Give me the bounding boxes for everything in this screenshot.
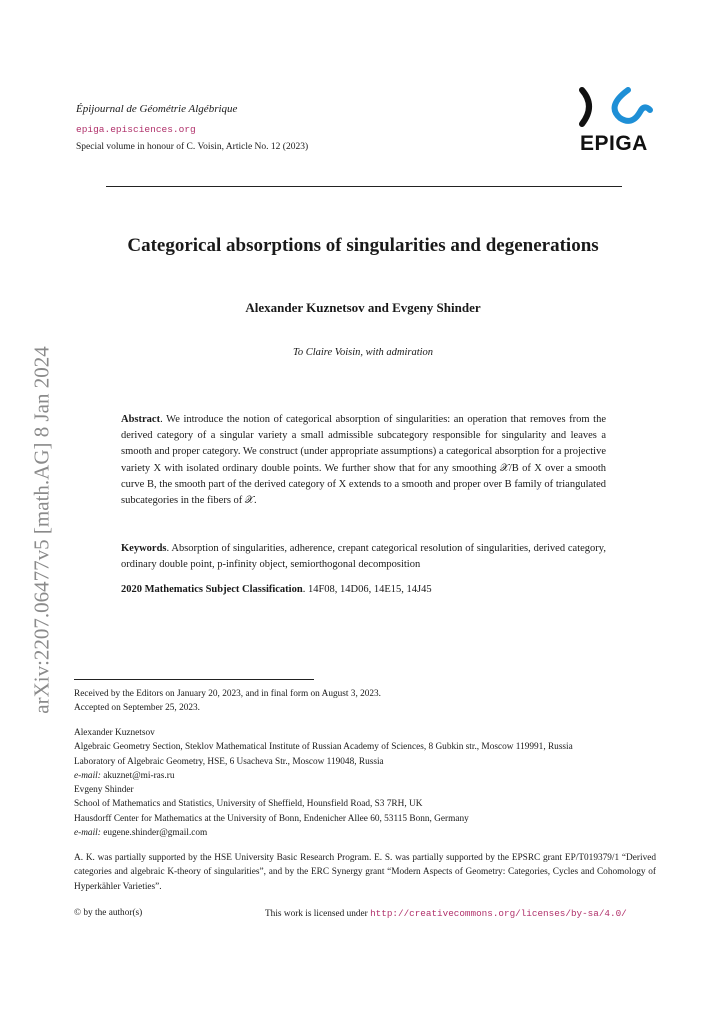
msc-codes: . 14F08, 14D06, 14E15, 14J45 <box>302 584 432 595</box>
author2-email-line <box>74 826 656 840</box>
author2-affiliation: School of Mathematics and Statistics, University of Sheffield, Hounsfield Road, S3 7RH, UK <box>74 799 423 810</box>
author1-affiliation: Algebraic Geometry Section, Steklov Mathematical Institute of Russian Academy of Sciences, 8 Gubkin str., Moscow 119991, Russia <box>74 742 573 753</box>
epiga-logo <box>578 84 660 156</box>
msc-section <box>121 582 606 598</box>
paper-authors: Alexander Kuznetsov and Evgeny Shinder <box>245 300 481 315</box>
special-volume-note: Special volume in honour of C. Voisin, Article No. 12 (2023) <box>76 142 309 152</box>
accepted-date: Accepted on September 25, 2023. <box>74 703 200 714</box>
keywords-section <box>121 541 606 573</box>
logo-wordmark: EPIGA <box>580 132 648 155</box>
journal-url-link[interactable]: epiga.episciences.org <box>76 124 196 135</box>
author-affiliations <box>74 726 656 840</box>
email-label: e-mail: <box>74 770 101 781</box>
license-url-link[interactable]: http://creativecommons.org/licenses/by-sa/4.0/ <box>370 908 627 919</box>
paper-title: Categorical absorptions of singularities and degenerations <box>127 235 599 256</box>
license-text: This work is licensed under <box>265 909 371 919</box>
abstract-label: Abstract <box>121 414 161 425</box>
keywords-text: . Absorption of singularities, adherence, crepant categorical resolution of singularities, derived category, ordinary double point, p-infinity object, semiorthogonal decomposition <box>121 543 606 571</box>
author1-affiliation: Laboratory of Algebraic Geometry, HSE, 6 Usacheva Str., Moscow 119048, Russia <box>74 756 384 767</box>
author1-email-line <box>74 769 656 783</box>
author2-affiliation: Hausdorff Center for Mathematics at the University of Bonn, Endenicher Allee 60, 53115 Bonn, Germany <box>74 813 469 824</box>
abstract-text: . We introduce the notion of categorical absorption of singularities: an operation that removes from the derived category of a singular variety a small admissible subcategory responsible for singularity and leaves a smooth and proper category. We construct (under appropriate assumptions) a categorical absorption for a projective variety X with isolated ordinary double points. We further show that for any smoothing 𝒳/B of X over a smooth curve B, the smooth part of the derived category of X extends to a smooth and proper over B family of triangulated subcategories in the fibers of 𝒳. <box>121 414 606 507</box>
author2-name: Evgeny Shinder <box>74 785 134 796</box>
arxiv-stamp-text: arXiv:2207.06477v5 [math.AG] 8 Jan 2024 <box>29 346 54 714</box>
epiga-logo-icon <box>578 84 660 132</box>
license-note <box>265 908 627 919</box>
footnote-divider <box>74 679 314 680</box>
copyright-note: © by the author(s) <box>74 908 143 918</box>
email-label: e-mail: <box>74 828 101 839</box>
journal-name: Épijournal de Géométrie Algébrique <box>76 103 238 115</box>
funding-note: A. K. was partially supported by the HSE University Basic Research Program. E. S. was partially supported by the EPSRC grant EP/T019379/1 “Derived categories and algebraic K-theory of singularities”, and by the ERC Synergy grant “Modern Aspects of Geometry: Categories, Cycles and Cohomology of Hyperkähler Varieties”. <box>74 853 656 892</box>
dedication: To Claire Voisin, with admiration <box>292 347 434 358</box>
received-date: Received by the Editors on January 20, 2023, and in final form on August 3, 2023. <box>74 689 382 699</box>
header-divider <box>106 186 622 187</box>
abstract-section <box>121 412 606 509</box>
keywords-label: Keywords <box>121 543 167 554</box>
editorial-dates <box>74 687 656 716</box>
author2-email[interactable]: eugene.shinder@gmail.com <box>103 828 208 839</box>
author1-email[interactable]: akuznet@mi-ras.ru <box>103 770 175 781</box>
msc-label: 2020 Mathematics Subject Classification <box>121 584 303 595</box>
author1-name: Alexander Kuznetsov <box>74 728 155 738</box>
